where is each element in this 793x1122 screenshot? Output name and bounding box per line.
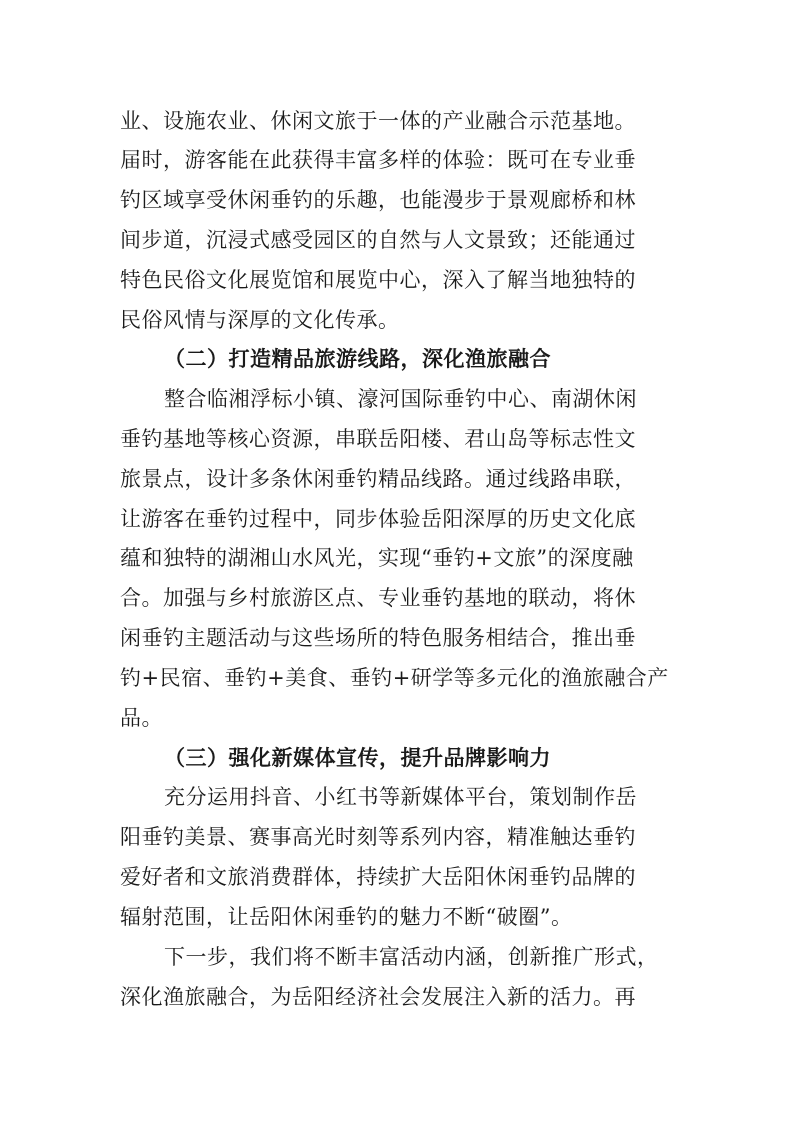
paragraph-2-line-8: 钓+民宿、垂钓+美食、垂钓+研学等多元化的渔旅融合产 bbox=[120, 666, 669, 690]
paragraph-2-line-9: 品。 bbox=[120, 706, 163, 730]
paragraph-3-line-1: 充分运用抖音、小红书等新媒体平台，策划制作岳 bbox=[164, 785, 637, 809]
paragraph-4-line-2: 深化渔旅融合，为岳阳经济社会发展注入新的活力。再 bbox=[120, 985, 636, 1009]
section-heading-2: （二）打造精品旅游线路，深化渔旅融合 bbox=[164, 346, 551, 371]
paragraph-2-line-2: 垂钓基地等核心资源，串联岳阳楼、君山岛等标志性文 bbox=[120, 427, 636, 451]
paragraph-3-line-4: 辐射范围，让岳阳休闲垂钓的魅力不断“破圈”。 bbox=[120, 905, 573, 929]
paragraph-1-line-3: 钓区域享受休闲垂钓的乐趣，也能漫步于景观廊桥和林 bbox=[120, 188, 636, 212]
paragraph-1-line-1: 业、设施农业、休闲文旅于一体的产业融合示范基地。 bbox=[120, 109, 636, 133]
paragraph-3-line-2: 阳垂钓美景、赛事高光时刻等系列内容，精准触达垂钓 bbox=[120, 825, 636, 849]
paragraph-1-line-4: 间步道，沉浸式感受园区的自然与人文景致；还能通过 bbox=[120, 228, 636, 252]
paragraph-2-line-3: 旅景点，设计多条休闲垂钓精品线路。通过线路串联， bbox=[120, 467, 636, 491]
paragraph-2-line-7: 闲垂钓主题活动与这些场所的特色服务相结合，推出垂 bbox=[120, 626, 636, 650]
paragraph-2-line-4: 让游客在垂钓过程中，同步体验岳阳深厚的历史文化底 bbox=[120, 507, 636, 531]
paragraph-2-line-6: 合。加强与乡村旅游区点、专业垂钓基地的联动，将休 bbox=[120, 586, 636, 610]
paragraph-1-line-2: 届时，游客能在此获得丰富多样的体验：既可在专业垂 bbox=[120, 148, 636, 172]
paragraph-3-line-3: 爱好者和文旅消费群体，持续扩大岳阳休闲垂钓品牌的 bbox=[120, 865, 636, 889]
paragraph-1-line-5: 特色民俗文化展览馆和展览中心，深入了解当地独特的 bbox=[120, 268, 636, 292]
section-heading-3: （三）强化新媒体宣传，提升品牌影响力 bbox=[164, 745, 551, 770]
paragraph-4-line-1: 下一步，我们将不断丰富活动内涵，创新推广形式， bbox=[164, 945, 659, 969]
paragraph-2-line-1: 整合临湘浮标小镇、濠河国际垂钓中心、南湖休闲 bbox=[164, 387, 637, 411]
paragraph-1-line-6: 民俗风情与深厚的文化传承。 bbox=[120, 308, 400, 332]
paragraph-2-line-5: 蕴和独特的湖湘山水风光，实现“垂钓+文旅”的深度融 bbox=[120, 546, 634, 570]
